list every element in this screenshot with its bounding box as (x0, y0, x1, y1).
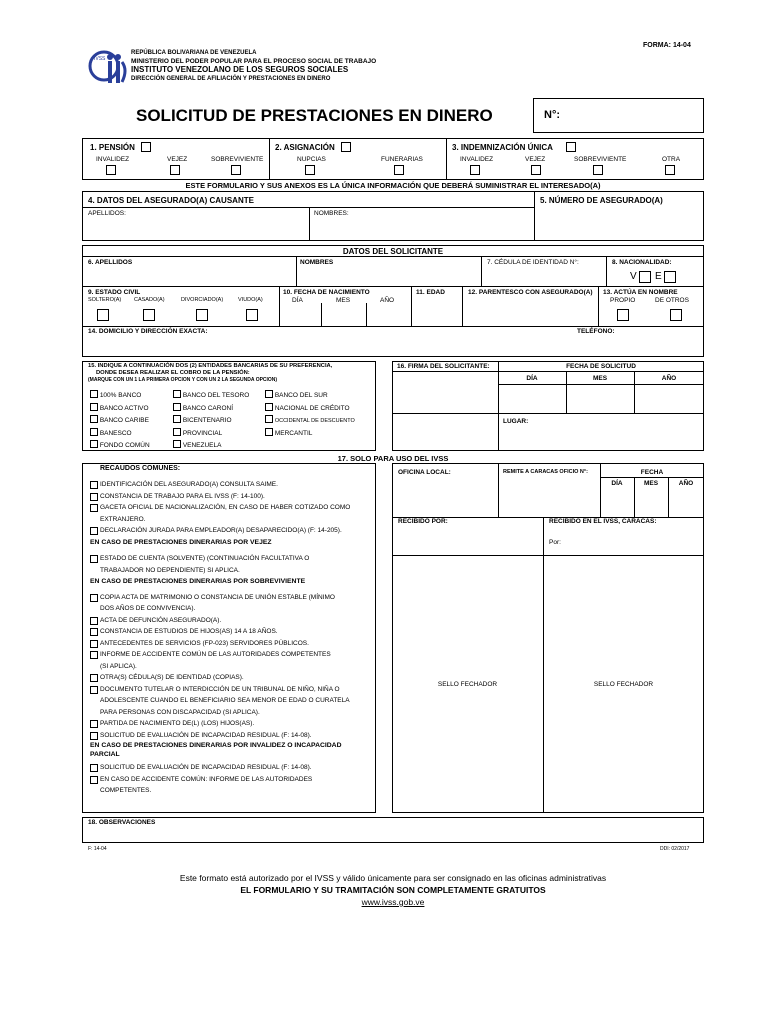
bank-option[interactable]: BANESCO (90, 428, 150, 441)
asegurado-nombres-field[interactable] (312, 218, 531, 238)
actua-label: 13. ACTÚA EN NOMBRE (603, 289, 678, 296)
recaudos-title: RECAUDOS COMUNES: (100, 465, 181, 472)
indemnizacion-checkbox[interactable] (566, 142, 576, 152)
vejez-title: EN CASO DE PRESTACIONES DINERARIAS POR VEJEZ (90, 538, 272, 546)
bank-option[interactable]: BANCO DEL TESORO (173, 390, 249, 403)
indemnizacion-opt-invalidez: INVALIDEZ (460, 156, 494, 163)
nac-dia-field[interactable] (281, 305, 319, 324)
nac-dia-label: DÍA (292, 297, 303, 304)
recibido-por-field[interactable] (394, 527, 541, 553)
fecha-nacimiento-label: 10. FECHA DE NACIMIENTO (283, 289, 370, 296)
bank-option[interactable]: BANCO DEL SUR (265, 390, 355, 403)
bank-checkbox[interactable] (90, 403, 98, 411)
asignacion-opt-nupcias: NUPCIAS (297, 156, 326, 163)
footer-line2: EL FORMULARIO Y SU TRAMITACIÓN SON COMPLETAMENTE GRATUITOS (240, 885, 546, 895)
bancos-col2 (173, 390, 249, 453)
recaudo-item: CONSTANCIA DE ESTUDIOS DE HIJOS(AS) 14 A 18 AÑOS. (90, 626, 370, 638)
parentesco-label: 12. PARENTESCO CON ASEGURADO(A) (468, 289, 593, 296)
footer-form-code: F: 14-04 (88, 846, 107, 852)
civil-casado-label: CASADO(A) (134, 297, 165, 303)
estado-civil-label: 9. ESTADO CIVIL (88, 289, 141, 296)
otros-label: DE OTROS (655, 297, 689, 304)
nacionalidad-v-label: V (630, 271, 637, 282)
uso-ivss-label: 17. SOLO PARA USO DEL IVSS (337, 454, 449, 463)
bank-checkbox[interactable] (173, 403, 181, 411)
observaciones-field[interactable] (85, 827, 701, 841)
bancos-col3 (265, 390, 355, 440)
bank-checkbox[interactable] (90, 428, 98, 436)
numero-label: N°: (544, 109, 561, 121)
recaudo-item: GACETA OFICIAL DE NACIONALIZACIÓN, EN CASO DE HABER COTIZADO COMO EXTRANJERO. (90, 502, 370, 525)
civil-viudo-checkbox[interactable] (246, 309, 258, 321)
sol-dia-field[interactable] (500, 386, 564, 411)
header-line4: DIRECCIÓN GENERAL DE AFILIACIÓN Y PRESTACIONES EN DINERO (131, 75, 331, 82)
invalidez-title: EN CASO DE PRESTACIONES DINERARIAS POR INVALIDEZ O INCAPACIDAD PARCIAL (90, 742, 342, 758)
otros-checkbox[interactable] (670, 309, 682, 321)
recaudo-checkbox[interactable] (90, 594, 98, 602)
recaudo-item: INFORME DE ACCIDENTE COMÚN DE LAS AUTORIDADES COMPETENTES (SI APLICA). (90, 649, 370, 672)
bank-option[interactable]: FONDO COMÚN (90, 440, 150, 453)
recaudo-checkbox[interactable] (90, 720, 98, 728)
indemnizacion-opt-vejez: VEJEZ (525, 156, 546, 163)
asignacion-opt-funerarias: FUNERARIAS (381, 156, 423, 163)
recaudo-item: ESTADO DE CUENTA (SOLVENTE) (CONTINUACIÓN FACULTATIVA O TRABAJADOR NO DEPENDIENTE) SI APLICA. (90, 553, 370, 576)
footer-line1: Este formato está autorizado por el IVSS y válido únicamente para ser consignado en las oficinas administrativas (179, 873, 607, 883)
bank-checkbox[interactable] (173, 415, 181, 423)
ivss-use-section (392, 463, 704, 813)
recaudo-checkbox[interactable] (90, 481, 98, 489)
bank-checkbox[interactable] (90, 415, 98, 423)
asegurado-nombres-label: NOMBRES: (314, 210, 349, 217)
numero-field[interactable] (533, 98, 704, 133)
apellidos-label: 6. APELLIDOS (88, 259, 133, 266)
recaudo-item: IDENTIFICACIÓN DEL ASEGURADO(A) CONSULTA SAIME. (90, 479, 370, 491)
bank-option[interactable]: 100% BANCO (90, 390, 150, 403)
nacionalidad-v-checkbox[interactable] (639, 271, 651, 283)
recibido-en-field[interactable] (565, 532, 702, 553)
pension-opt-sobreviviente: SOBREVIVIENTE (211, 156, 264, 163)
ivss-fecha-label: FECHA (640, 469, 664, 476)
bank-checkbox[interactable] (173, 428, 181, 436)
asegurado-apellidos-field[interactable] (85, 218, 306, 238)
recaudo-item: SOLICITUD DE EVALUACIÓN DE INCAPACIDAD RESIDUAL (F: 14-08). (90, 730, 370, 742)
recaudo-checkbox[interactable] (90, 651, 98, 659)
recaudo-checkbox[interactable] (90, 555, 98, 563)
lugar-field[interactable] (500, 426, 702, 449)
civil-divorciado-checkbox[interactable] (196, 309, 208, 321)
bank-checkbox[interactable] (265, 390, 273, 398)
sol-dia-label: DÍA (526, 375, 538, 382)
indemnizacion-opt-otra: OTRA (662, 156, 681, 163)
ivss-mes-label: MES (643, 480, 659, 487)
recaudo-checkbox[interactable] (90, 764, 98, 772)
edad-field[interactable] (414, 298, 460, 324)
solicitante-title: DATOS DEL SOLICITANTE (342, 247, 444, 256)
sol-anio-label: AÑO (661, 375, 677, 382)
ivss-anio-label: AÑO (678, 480, 694, 487)
recaudo-item: PARTIDA DE NACIMIENTO DE(L) (LOS) HIJOS(AS). (90, 718, 370, 730)
recaudo-checkbox[interactable] (90, 617, 98, 625)
bank-checkbox[interactable] (265, 428, 273, 436)
nombres-label: NOMBRES (300, 259, 334, 266)
header-line2: MINISTERIO DEL PODER POPULAR PARA EL PROCESO SOCIAL DE TRABAJO (131, 57, 377, 65)
ivss-dia-label: DÍA (611, 480, 623, 487)
bancos-line3: (MARQUE CON UN 1 LA PRIMERA OPCION Y CON UN 2 LA SEGUNDA OPCION) (88, 377, 278, 383)
pension-label: 1. PENSIÓN (90, 143, 135, 152)
bank-option[interactable]: MERCANTIL (265, 428, 355, 441)
civil-divorciado-label: DIVORCIADO(A) (181, 297, 224, 303)
civil-viudo-label: VIUDO(A) (238, 297, 263, 303)
nacionalidad-label: 8. NACIONALIDAD: (612, 259, 672, 266)
bank-option[interactable]: BANCO CARONÍ (173, 403, 249, 416)
sol-anio-field[interactable] (636, 386, 702, 411)
recaudo-checkbox[interactable] (90, 493, 98, 501)
numero-asegurado-field[interactable] (537, 208, 701, 238)
cedula-field[interactable] (484, 268, 603, 284)
bank-checkbox[interactable] (90, 390, 98, 398)
recaudo-item: ACTA DE DEFUNCIÓN ASEGURADO(A). (90, 615, 370, 627)
recaudo-item: CONSTANCIA DE TRABAJO PARA EL IVSS (F: 14-100). (90, 491, 370, 503)
pension-vejez-checkbox[interactable] (170, 165, 180, 175)
civil-casado-checkbox[interactable] (143, 309, 155, 321)
solicitante-nombres-field[interactable] (299, 268, 478, 284)
indemnizacion-sobreviviente-checkbox[interactable] (593, 165, 603, 175)
observaciones-label: 18. OBSERVACIONES (88, 819, 156, 826)
bank-option[interactable]: BANCO CARIBE (90, 415, 150, 428)
civil-soltero-checkbox[interactable] (97, 309, 109, 321)
remite-label: REMITE A CARACAS OFICIO N°: (503, 469, 588, 475)
nac-mes-field[interactable] (323, 305, 364, 324)
notice-text: ESTE FORMULARIO Y SUS ANEXOS ES LA ÚNICA INFORMACIÓN QUE DEBERÁ SUMINISTRAR EL INTERESADO(A) (185, 181, 601, 190)
domicilio-label: 14. DOMICILIO Y DIRECCIÓN EXACTA: (88, 328, 208, 335)
recaudo-item: DECLARACIÓN JURADA PARA EMPLEADOR(A) DESAPARECIDO(A) (F: 14-205). (90, 525, 370, 537)
bancos-line1: 15. INDIQUE A CONTINUACIÓN DOS (2) ENTIDADES BANCARIAS DE SU PREFERENCIA, (88, 363, 333, 369)
recaudo-checkbox[interactable] (90, 628, 98, 636)
recaudo-checkbox[interactable] (90, 776, 98, 784)
bank-option[interactable]: BANCO ACTIVO (90, 403, 150, 416)
firma-label: 16. FIRMA DEL SOLICITANTE: (397, 363, 490, 370)
sol-mes-field[interactable] (568, 386, 632, 411)
firma-field[interactable] (394, 373, 496, 411)
numero-asegurado-label: 5. NÚMERO DE ASEGURADO(A) (540, 196, 663, 205)
solicitante-apellidos-field[interactable] (85, 268, 293, 284)
asignacion-checkbox[interactable] (341, 142, 351, 152)
recaudo-checkbox[interactable] (90, 674, 98, 682)
pension-opt-invalidez: INVALIDEZ (96, 156, 130, 163)
recaudo-item: ANTECEDENTES DE SERVICIOS (FP-023) SERVIDORES PÚBLICOS. (90, 638, 370, 650)
ivss-logo (88, 48, 130, 88)
recibido-por-label: RECIBIDO POR: (398, 518, 448, 525)
indemnizacion-label: 3. INDEMNIZACIÓN ÚNICA (452, 143, 553, 152)
footer-url-wrap (82, 897, 704, 907)
recibido-en-label: RECIBIDO EN EL IVSS, CARACAS: (549, 518, 657, 525)
pension-invalidez-checkbox[interactable] (106, 165, 116, 175)
asegurado-label: 4. DATOS DEL ASEGURADO(A) CAUSANTE (88, 196, 254, 205)
recaudo-item: OTRA(S) CÉDULA(S) DE IDENTIDAD (COPIAS). (90, 672, 370, 684)
recaudo-item: DOCUMENTO TUTELAR O INTERDICCIÓN DE UN TRIBUNAL DE NIÑO, NIÑA O ADOLESCENTE CUANDO EL BENEFICIARIO SEA MENOR DE EDAD O CURATELA PARA PERSONAS CON DISCAPACIDAD (SI APLICA). (90, 684, 370, 719)
telefono-label: TELÉFONO: (577, 328, 615, 335)
header-block (131, 49, 376, 83)
sello-fechador-1: SELLO FECHADOR (437, 681, 498, 688)
footer-ddi: DDI: 02/2017 (660, 846, 690, 852)
bank-checkbox[interactable] (265, 415, 273, 423)
nac-mes-label: MES (336, 297, 351, 304)
asignacion-funerarias-checkbox[interactable] (394, 165, 404, 175)
bank-option[interactable]: NACIONAL DE CRÉDITO (265, 403, 355, 416)
recaudo-item: EN CASO DE ACCIDENTE COMÚN: INFORME DE LAS AUTORIDADES COMPETENTES. (90, 774, 370, 797)
telefono-field[interactable] (576, 336, 702, 355)
oficina-local-field[interactable] (394, 478, 496, 515)
ivss-link[interactable]: www.ivss.gob.ve (361, 897, 425, 907)
parentesco-field[interactable] (465, 298, 596, 324)
edad-label: 11. EDAD (416, 289, 445, 296)
bank-checkbox[interactable] (265, 403, 273, 411)
indemnizacion-vejez-checkbox[interactable] (531, 165, 541, 175)
nacionalidad-e-checkbox[interactable] (664, 271, 676, 283)
bancos-line2: DONDE DESEA REALIZAR EL COBRO DE LA PENSIÓN: (96, 370, 250, 376)
indemnizacion-invalidez-checkbox[interactable] (470, 165, 480, 175)
pension-opt-vejez: VEJEZ (167, 156, 188, 163)
header-line1: REPÚBLICA BOLIVARIANA DE VENEZUELA (131, 50, 257, 56)
por-label: Por: (549, 539, 561, 546)
bank-option[interactable]: PROVINCIAL (173, 428, 249, 441)
asignacion-label: 2. ASIGNACIÓN (275, 143, 335, 152)
pension-checkbox[interactable] (141, 142, 151, 152)
propio-label: PROPIO (610, 297, 636, 304)
domicilio-field[interactable] (85, 336, 571, 355)
recaudo-checkbox[interactable] (90, 527, 98, 535)
pension-sobreviviente-checkbox[interactable] (231, 165, 241, 175)
sello-fechador-2: SELLO FECHADOR (593, 681, 654, 688)
bancos-instructions (88, 363, 332, 384)
bancos-col1 (90, 390, 150, 453)
recaudo-item: COPIA ACTA DE MATRIMONIO O CONSTANCIA DE UNIÓN ESTABLE (MÍNIMO DOS AÑOS DE CONVIVENCIA). (90, 592, 370, 615)
bank-option[interactable]: BICENTENARIO (173, 415, 249, 428)
fecha-solicitud-label: FECHA DE SOLICITUD (566, 363, 636, 370)
bank-option[interactable]: OCCIDENTAL DE DESCUENTO (265, 415, 355, 428)
asegurado-apellidos-label: APELLIDOS: (88, 210, 126, 217)
recaudo-item: SOLICITUD DE EVALUACIÓN DE INCAPACIDAD RESIDUAL (F: 14-08). (90, 762, 370, 774)
bank-checkbox[interactable] (173, 440, 181, 448)
form-code: FORMA: 14-04 (643, 42, 691, 49)
cedula-label: 7. CÉDULA DE IDENTIDAD N°: (487, 259, 579, 266)
remite-field[interactable] (500, 478, 598, 515)
nac-anio-label: AÑO (380, 297, 395, 304)
indemnizacion-opt-sobreviviente: SOBREVIVIENTE (574, 156, 627, 163)
recaudo-checkbox[interactable] (90, 640, 98, 648)
asignacion-nupcias-checkbox[interactable] (305, 165, 315, 175)
sol-mes-label: MES (592, 375, 608, 382)
recaudo-checkbox[interactable] (90, 732, 98, 740)
civil-soltero-label: SOLTERO(A) (88, 297, 122, 303)
sobreviviente-title: EN CASO DE PRESTACIONES DINERARIAS POR SOBREVIVIENTE (90, 578, 306, 585)
lugar-label: LUGAR: (503, 418, 529, 425)
header-line3: INSTITUTO VENEZOLANO DE LOS SEGUROS SOCIALES (131, 65, 349, 74)
propio-checkbox[interactable] (617, 309, 629, 321)
bank-checkbox[interactable] (90, 440, 98, 448)
bank-option[interactable]: VENEZUELA (173, 440, 249, 453)
page-title: SOLICITUD DE PRESTACIONES EN DINERO (136, 106, 493, 125)
recaudos-list (90, 479, 370, 797)
recaudo-checkbox[interactable] (90, 504, 98, 512)
recaudo-checkbox[interactable] (90, 686, 98, 694)
nac-anio-field[interactable] (368, 305, 409, 324)
bank-checkbox[interactable] (173, 390, 181, 398)
nacionalidad-e-label: E (655, 271, 662, 282)
indemnizacion-otra-checkbox[interactable] (665, 165, 675, 175)
oficina-local-label: OFICINA LOCAL: (398, 469, 451, 476)
logo-text: IVSS (94, 56, 106, 62)
